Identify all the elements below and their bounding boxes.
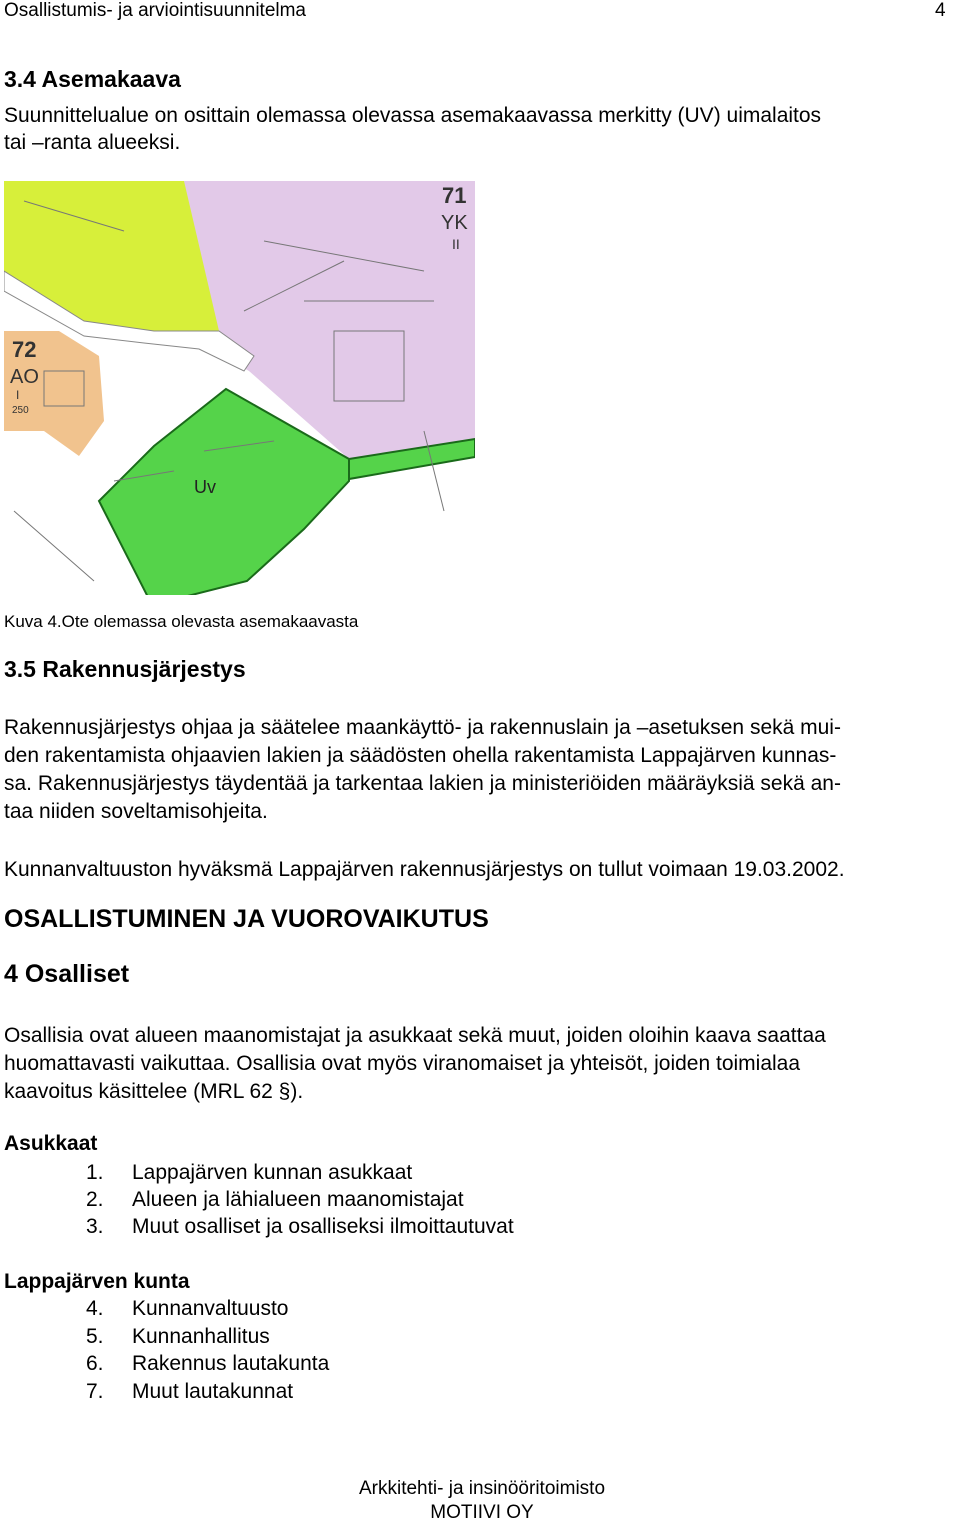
list-number: 2.	[86, 1188, 104, 1211]
list-number: 4.	[86, 1297, 104, 1320]
list-heading-kunta: Lappajärven kunta	[4, 1270, 190, 1293]
section-heading-rakennusjarjestys: 3.5 Rakennusjärjestys	[4, 656, 246, 682]
map-label-ao: AO	[10, 366, 39, 388]
paragraph-line: Rakennusjärjestys ohjaa ja säätelee maankäyttö- ja rakennuslain ja –asetuksen sekä mui-	[4, 716, 841, 739]
list-item: Lappajärven kunnan asukkaat	[132, 1161, 413, 1184]
map-label-yk: YK	[441, 212, 468, 234]
list-number: 1.	[86, 1161, 104, 1184]
list-number: 7.	[86, 1380, 104, 1403]
list-item: Muut lautakunnat	[132, 1380, 294, 1403]
paragraph-osalliset	[4, 1022, 950, 1106]
zoning-map	[4, 181, 475, 595]
list-number: 3.	[86, 1215, 104, 1238]
list-number: 6.	[86, 1352, 104, 1375]
figure-caption: Kuva 4.Ote olemassa olevasta asemakaavasta	[4, 612, 359, 631]
map-label-ao-area: 250	[12, 405, 29, 416]
footer-company-line2: MOTIIVI OY	[430, 1502, 534, 1523]
map-label-72: 72	[12, 337, 37, 362]
section-text-line: Suunnittelualue on osittain olemassa olevassa asemakaavassa merkitty (UV) uimalaitos	[4, 104, 822, 127]
section-heading-asemakaava: 3.4 Asemakaava	[4, 66, 181, 92]
map-label-yk-floors: II	[452, 236, 460, 252]
list-heading-asukkaat: Asukkaat	[4, 1132, 98, 1155]
list-item: Alueen ja lähialueen maanomistajat	[132, 1188, 464, 1211]
paragraph-rakennusjarjestys	[4, 714, 950, 826]
map-label-ao-floors: I	[16, 388, 20, 402]
list-item: Kunnanhallitus	[132, 1325, 270, 1348]
paragraph-line: den rakentamista ohjaavien lakien ja säädösten ohella rakentamista Lappajärven kunnas-	[4, 744, 837, 767]
list-item: Muut osalliset ja osalliseksi ilmoittautuvat	[132, 1215, 514, 1238]
section-text-line: tai –ranta alueeksi.	[4, 131, 181, 154]
paragraph-line: sa. Rakennusjärjestys täydentää ja tarkentaa lakien ja ministeriöiden määräyksiä sekä an-	[4, 772, 841, 795]
map-label-71: 71	[442, 183, 467, 208]
page-number: 4	[935, 0, 946, 21]
paragraph-line: huomattavasti vaikuttaa. Osallisia ovat myös viranomaiset ja yhteisöt, joiden toimialaa	[4, 1052, 801, 1075]
section-heading-osalliset: 4 Osalliset	[4, 960, 130, 988]
running-header-title: Osallistumis- ja arviointisuunnitelma	[4, 0, 306, 21]
main-heading: OSALLISTUMINEN JA VUOROVAIKUTUS	[4, 905, 489, 933]
list-item: Kunnanvaltuusto	[132, 1297, 289, 1320]
list-item: Rakennus lautakunta	[132, 1352, 330, 1375]
zoning-map-image	[4, 181, 475, 595]
footer-company-line1: Arkkitehti- ja insinööritoimisto	[358, 1478, 606, 1499]
paragraph-line: taa niiden soveltamisohjeita.	[4, 800, 268, 823]
paragraph-line: Osallisia ovat alueen maanomistajat ja asukkaat sekä muut, joiden oloihin kaava saattaa	[4, 1024, 826, 1047]
paragraph-line: kaavoitus käsittelee (MRL 62 §).	[4, 1080, 304, 1103]
paragraph-voimaan: Kunnanvaltuuston hyväksmä Lappajärven rakennusjärjestys on tullut voimaan 19.03.2002.	[4, 858, 845, 881]
list-number: 5.	[86, 1325, 104, 1348]
map-label-uv: Uv	[194, 477, 216, 497]
